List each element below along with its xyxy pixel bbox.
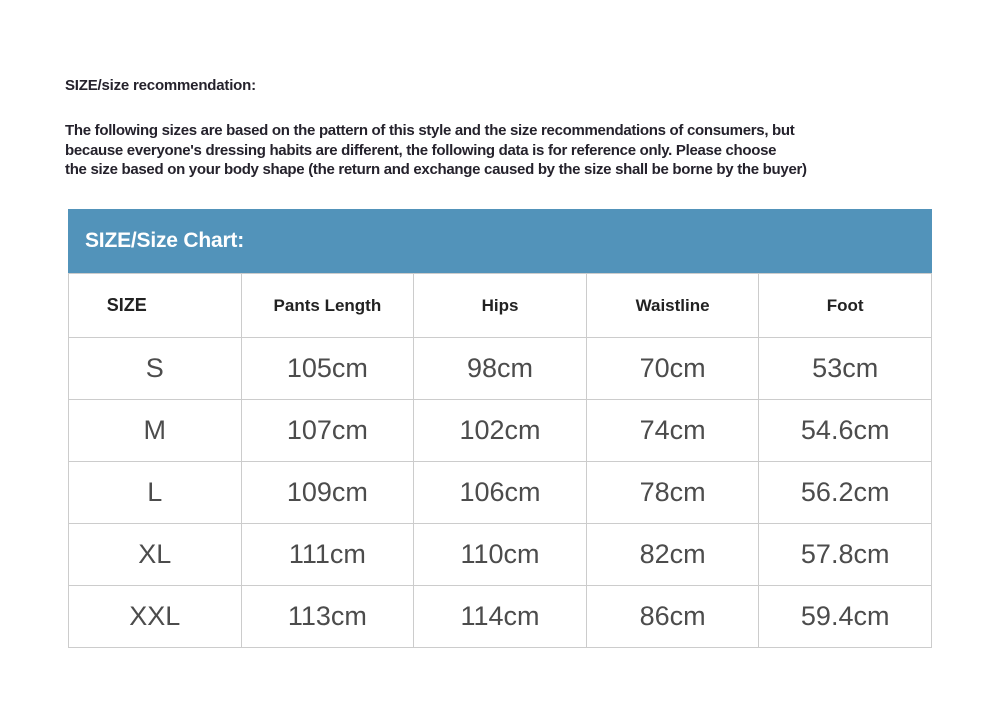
foot-cell: 57.8cm xyxy=(759,524,932,586)
size-chart-title-bar xyxy=(68,209,932,273)
size-cell: XL xyxy=(69,524,242,586)
table-row xyxy=(69,586,932,648)
waistline-cell: 74cm xyxy=(586,400,759,462)
foot-cell: 59.4cm xyxy=(759,586,932,648)
table-row xyxy=(69,524,932,586)
foot-cell: 53cm xyxy=(759,338,932,400)
waistline-cell: 82cm xyxy=(586,524,759,586)
pants-length-cell: 105cm xyxy=(241,338,414,400)
size-chart-title: SIZE/Size Chart: xyxy=(85,229,244,252)
column-header-pants-length: Pants Length xyxy=(241,274,414,338)
column-header-hips: Hips xyxy=(414,274,587,338)
intro-paragraph-line-2: because everyone's dressing habits are different, the following data is for reference only. Please choose xyxy=(65,141,777,159)
waistline-cell: 70cm xyxy=(586,338,759,400)
hips-cell: 110cm xyxy=(414,524,587,586)
pants-length-cell: 109cm xyxy=(241,462,414,524)
hips-cell: 102cm xyxy=(414,400,587,462)
table-row xyxy=(69,462,932,524)
waistline-cell: 86cm xyxy=(586,586,759,648)
hips-cell: 98cm xyxy=(414,338,587,400)
size-cell: S xyxy=(69,338,242,400)
table-row xyxy=(69,338,932,400)
intro-paragraph-line-3: the size based on your body shape (the return and exchange caused by the size shall be borne by the buyer) xyxy=(65,161,807,178)
foot-cell: 54.6cm xyxy=(759,400,932,462)
pants-length-cell: 113cm xyxy=(241,586,414,648)
column-header-foot: Foot xyxy=(759,274,932,338)
foot-cell: 56.2cm xyxy=(759,462,932,524)
intro-title: SIZE/size recommendation: xyxy=(65,77,256,94)
hips-cell: 106cm xyxy=(414,462,587,524)
column-header-waistline: Waistline xyxy=(586,274,759,338)
intro-paragraph-line-1: The following sizes are based on the pattern of this style and the size recommendations of consumers, but xyxy=(65,122,795,139)
size-cell: XXL xyxy=(69,586,242,648)
pants-length-cell: 107cm xyxy=(241,400,414,462)
size-cell: L xyxy=(69,462,242,524)
waistline-cell: 78cm xyxy=(586,462,759,524)
hips-cell: 114cm xyxy=(414,586,587,648)
size-chart-table xyxy=(68,273,932,648)
intro-paragraph xyxy=(65,121,965,180)
pants-length-cell: 111cm xyxy=(241,524,414,586)
size-cell: M xyxy=(69,400,242,462)
column-header-size: SIZE xyxy=(69,274,242,338)
table-header-row xyxy=(69,274,932,338)
table-row xyxy=(69,400,932,462)
